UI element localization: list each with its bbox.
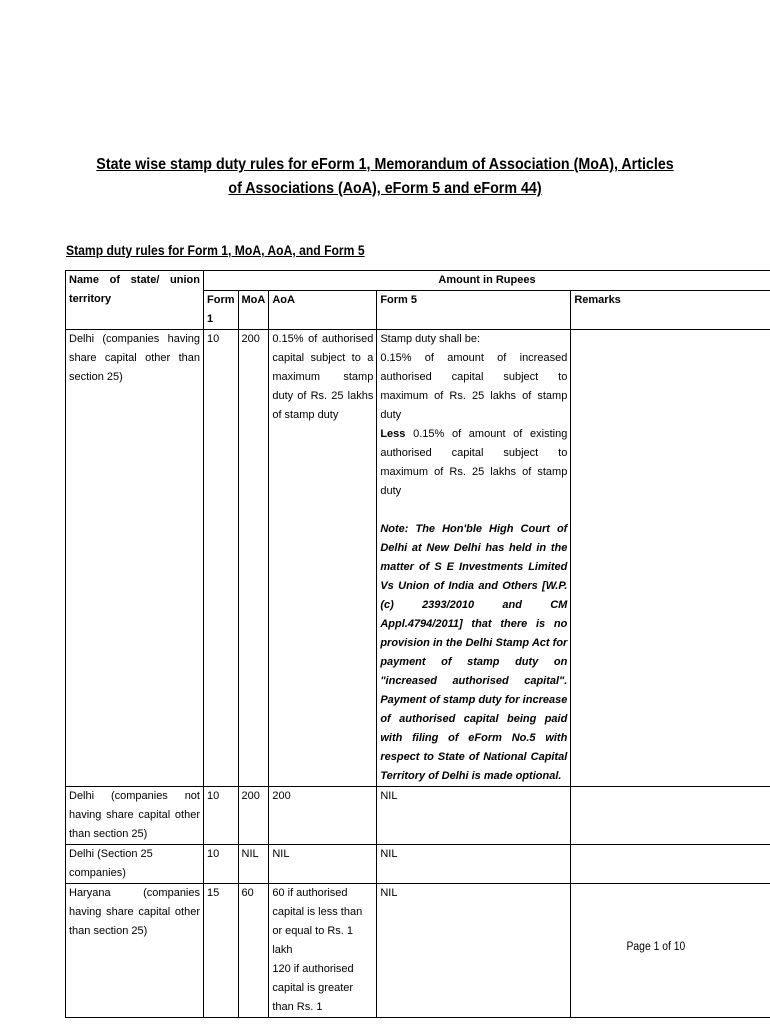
form5-less-text: 0.15% of amount of existing authorised capital subject to maximum of Rs. 25 lakhs of stamp duty — [380, 428, 568, 497]
cell-moa: NIL — [238, 845, 269, 884]
cell-state-name: Delhi (companies having share capital other than section 25) — [66, 330, 204, 787]
cell-form1: 10 — [204, 845, 239, 884]
cell-form5 — [377, 330, 571, 787]
cell-aoa: 0.15% of authorised capital subject to a maximum stamp duty of Rs. 25 lakhs of stamp duty — [269, 330, 377, 787]
header-state-name: Name of state/ union territory — [66, 271, 204, 330]
cell-remarks — [571, 845, 770, 884]
cell-form5: NIL — [377, 884, 571, 1018]
header-amount-group: Amount in Rupees — [204, 271, 770, 291]
form5-court-note: Note: The Hon'ble High Court of Delhi at New Delhi has held in the matter of S E Investments Limited Vs Union of India and Others [W.P. (c) 2393/2010 and CM Appl.4794/2011] that there is no provision in the Delhi Stamp Act for payment of stamp duty on "increased authorised capital". Payment of stamp duty for increase of authorised capital being paid with filing of eForm No.5 with respect to State of National Capital Territory of Delhi is made optional. — [380, 523, 568, 782]
cell-form5: NIL — [377, 787, 571, 845]
cell-remarks — [571, 330, 770, 787]
aoa-condition-2: 120 if authorised capital is greater than Rs. 1 — [272, 963, 354, 1013]
form5-spacer — [380, 501, 567, 520]
aoa-condition-1: 60 if authorised capital is less than or equal to Rs. 1 lakh — [272, 887, 363, 956]
form5-less-line — [380, 425, 567, 501]
cell-form5: NIL — [377, 845, 571, 884]
header-moa: MoA — [238, 291, 269, 330]
cell-aoa: NIL — [269, 845, 377, 884]
form5-increase-line: 0.15% of amount of increased authorised capital subject to maximum of Rs. 25 lakhs of stamp duty — [380, 352, 568, 421]
form5-less-label: Less — [380, 428, 406, 440]
header-form1: Form 1 — [204, 291, 239, 330]
cell-form1: 10 — [204, 330, 239, 787]
page-number: Page 1 of 10 — [626, 941, 685, 953]
stamp-duty-table — [65, 270, 770, 1018]
document-title: State wise stamp duty rules for eForm 1, Memorandum of Association (MoA), Articles of Associations (AoA), eForm 5 and eForm 44) — [96, 156, 674, 197]
header-remarks: Remarks — [571, 291, 770, 330]
table-row — [66, 845, 770, 884]
cell-aoa — [269, 884, 377, 1018]
cell-state-name: Delhi (Section 25 companies) — [66, 845, 204, 884]
table-row — [66, 330, 770, 787]
table-header-row — [66, 271, 770, 291]
cell-moa: 200 — [238, 787, 269, 845]
form5-intro: Stamp duty shall be: — [380, 333, 480, 345]
cell-state-name: Haryana (companies having share capital other than section 25) — [66, 884, 204, 1018]
cell-moa: 200 — [238, 330, 269, 787]
header-form5: Form 5 — [377, 291, 571, 330]
cell-state-name: Delhi (companies not having share capital other than section 25) — [66, 787, 204, 845]
cell-form1: 15 — [204, 884, 239, 1018]
header-aoa: AoA — [269, 291, 377, 330]
cell-aoa: 200 — [269, 787, 377, 845]
table-row — [66, 787, 770, 845]
cell-moa: 60 — [238, 884, 269, 1018]
cell-remarks — [571, 787, 770, 845]
section-subtitle: Stamp duty rules for Form 1, MoA, AoA, and Form 5 — [66, 243, 365, 258]
cell-form1: 10 — [204, 787, 239, 845]
